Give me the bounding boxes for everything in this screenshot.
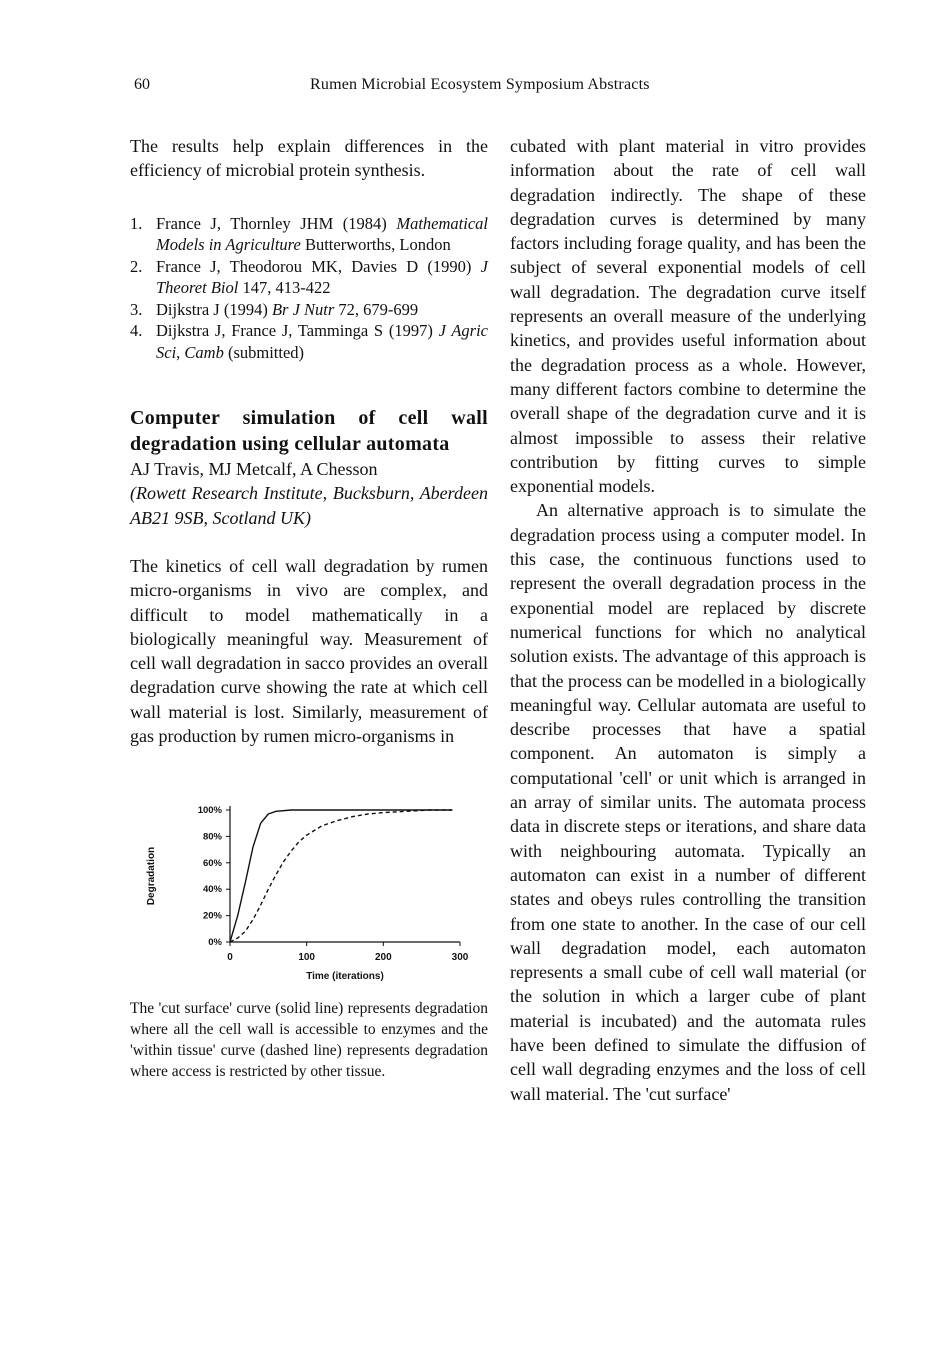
reference-item — [130, 320, 488, 363]
reference-source: Mathematical Models in Agriculture — [156, 213, 488, 255]
reference-item — [130, 213, 488, 256]
body-paragraph-approach: An alternative approach is to simulate the degradation process using a computer model. In this case, the continuous functions used to represent the overall degradation process in the exponential model are replaced by discrete numerical functions for which no analytical solution exists. The advantage of this approach is that the process can be modelled in a biologically meaningful way. Cellular automata are useful to describe processes that have a spatial component. An automaton is simply a computational 'cell' or unit which is arranged in an array of similar units. The automata process data in discrete steps or iterations, and share data with neighbouring automata. Typically an automaton can exist in a number of different states and obeys rules controlling the transition from one state to another. In the case of our cell wall degradation model, each automaton represents a small cube of cell wall material (or the solution in which a larger cube of plant material is incubated) and the automata rules have been defined to simulate the diffusion of cell wall degrading enzymes and the loss of cell wall material. The 'cut surface' — [510, 500, 866, 1104]
reference-number: 2. — [130, 256, 143, 276]
x-tick-label: 200 — [374, 952, 392, 964]
reference-number: 4. — [130, 321, 143, 341]
body-paragraph: The kinetics of cell wall degradation by rumen micro-organisms in vivo are complex, and difficult to model mathematically in a biologically meaningful way. Measurement of cell wall degradation in sacco provides an overall degradation curve showing the rate at which cell wall material is lost. Similarly, measurement of gas production by rumen micro-organisms in — [130, 555, 488, 747]
affiliation: (Rowett Research Institute, Bucksburn, Aberdeen AB21 9SB, Scotland UK) — [130, 483, 488, 528]
x-tick-label: 300 — [451, 952, 469, 964]
dashed-series-line — [230, 810, 452, 942]
reference-source: Br J Nutr — [271, 299, 335, 319]
reference-source: J Agric Sci, Camb — [156, 321, 488, 362]
y-tick-label: 20% — [202, 910, 222, 922]
degradation-figure — [130, 782, 488, 982]
reference-item — [130, 256, 488, 299]
page-header — [0, 76, 930, 100]
reference-number: 1. — [130, 213, 143, 233]
reference-details: (submitted) — [223, 342, 305, 362]
solid-series-line — [230, 810, 452, 942]
reference-authors: France J, Thornley JHM (1984) — [156, 213, 397, 233]
x-tick-label: 0 — [227, 952, 233, 964]
reference-list — [130, 213, 488, 364]
x-axis-label: Time (iterations) — [306, 971, 384, 983]
reference-details: 147, 413-422 — [238, 278, 331, 298]
section-title: Computer simulation of cell wall degradation using cellular automata — [130, 407, 488, 456]
degradation-chart — [130, 782, 488, 982]
author-list: AJ Travis, MJ Metcalf, A Chesson — [130, 459, 378, 480]
reference-details: Butterworths, London — [300, 235, 451, 255]
reference-details: 72, 679-699 — [334, 299, 419, 319]
y-tick-label: 80% — [202, 831, 222, 843]
reference-authors: France J, Theodorou MK, Davies D (1990) — [156, 256, 481, 276]
reference-number: 3. — [130, 299, 143, 319]
right-column — [510, 134, 866, 1106]
reference-source: J Theoret Biol — [156, 256, 488, 298]
left-column — [130, 134, 488, 1082]
y-tick-label: 0% — [208, 937, 222, 949]
y-axis-label: Degradation — [146, 847, 157, 906]
intro-paragraph: The results help explain differences in the efficiency of microbial protein synthesis. — [130, 136, 488, 181]
reference-authors: Dijkstra J, France J, Tamminga S (1997) — [156, 321, 439, 341]
y-tick-label: 60% — [202, 858, 222, 870]
body-paragraph-continued: cubated with plant material in vitro provides information about the rate of cell wall degradation indirectly. The shape of these degradation curves is determined by many factors including forage quality, and has been the subject of several exponential models of cell wall degradation. The degradation curve itself represents an overall measure of the underlying kinetics, and provides useful information about the degradation process as a whole. However, many different factors combine to determine the overall shape of the degradation curve and it is almost impossible to assess their relative contribution by fitting curves to simple exponential models. — [510, 136, 866, 497]
running-title: Rumen Microbial Ecosystem Symposium Abstracts — [310, 76, 650, 93]
y-tick-label: 100% — [197, 805, 222, 817]
reference-authors: Dijkstra J (1994) — [156, 299, 272, 319]
y-tick-label: 40% — [202, 884, 222, 896]
reference-item — [130, 299, 488, 321]
x-tick-label: 100 — [298, 952, 316, 964]
page-number: 60 — [134, 76, 150, 93]
figure-caption: The 'cut surface' curve (solid line) represents degradation where all the cell wall is accessible to enzymes and the 'within tissue' curve (dashed line) represents degradation where access is restricted by other tissue. — [130, 1000, 488, 1081]
